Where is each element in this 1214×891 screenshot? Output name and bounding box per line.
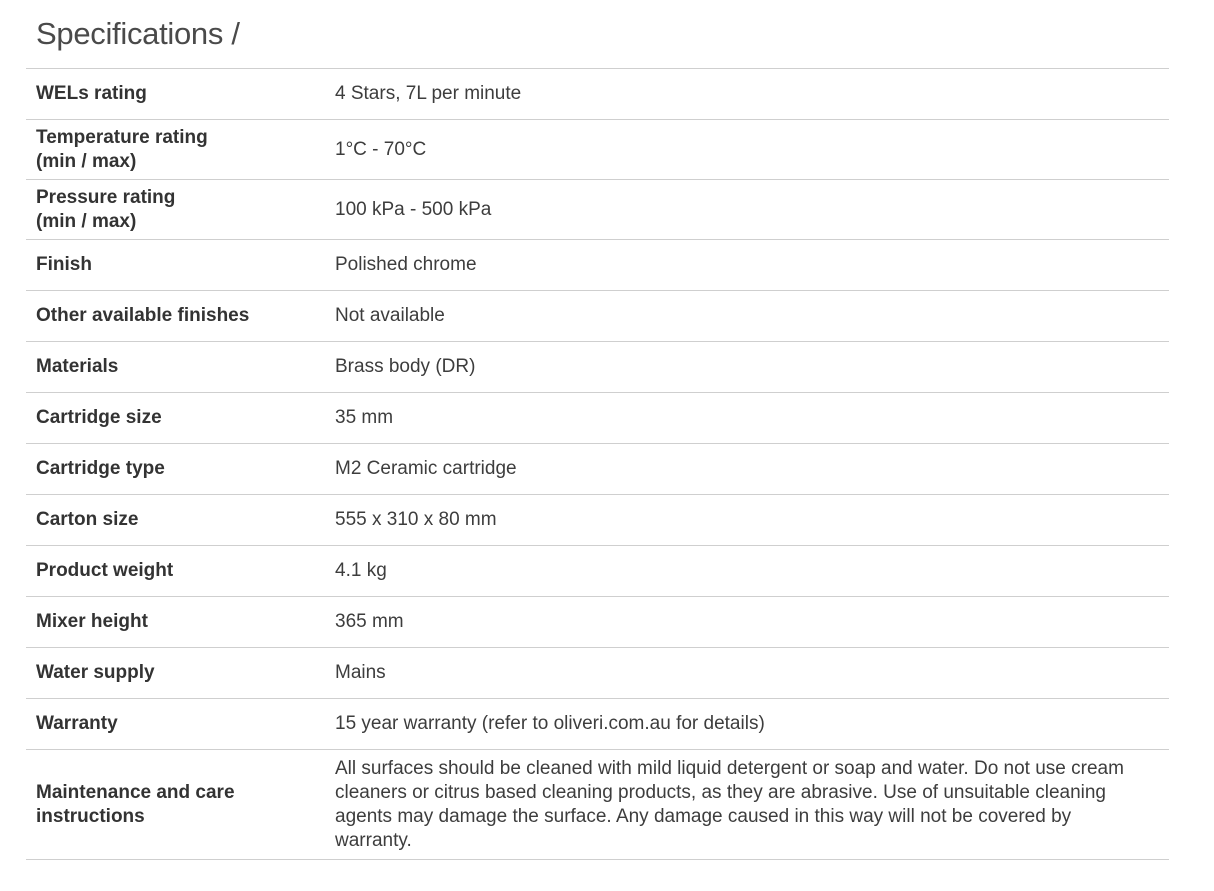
spec-label: Carton size bbox=[26, 495, 335, 546]
table-row bbox=[26, 597, 1169, 648]
spec-label-line: Pressure rating bbox=[36, 186, 176, 208]
table-row bbox=[26, 699, 1169, 750]
table-row bbox=[26, 180, 1169, 240]
spec-value: 4.1 kg bbox=[335, 546, 1169, 597]
spec-label bbox=[26, 180, 335, 240]
spec-label: Warranty bbox=[26, 699, 335, 750]
table-row bbox=[26, 69, 1169, 120]
spec-value: 4 Stars, 7L per minute bbox=[335, 69, 1169, 120]
table-row bbox=[26, 546, 1169, 597]
table-row bbox=[26, 648, 1169, 699]
spec-label: Mixer height bbox=[26, 597, 335, 648]
spec-label: Materials bbox=[26, 342, 335, 393]
spec-label-line: (min / max) bbox=[36, 210, 137, 232]
spec-value: Mains bbox=[335, 648, 1169, 699]
page-title: Specifications / bbox=[36, 16, 240, 51]
spec-label-line: Temperature rating bbox=[36, 126, 208, 148]
spec-value: Not available bbox=[335, 291, 1169, 342]
spec-label bbox=[26, 120, 335, 180]
table-row bbox=[26, 291, 1169, 342]
spec-value: 555 x 310 x 80 mm bbox=[335, 495, 1169, 546]
spec-value: M2 Ceramic cartridge bbox=[335, 444, 1169, 495]
spec-value: Polished chrome bbox=[335, 240, 1169, 291]
spec-label: WELs rating bbox=[26, 69, 335, 120]
spec-label-line: (min / max) bbox=[36, 150, 137, 172]
spec-label: Finish bbox=[26, 240, 335, 291]
table-row bbox=[26, 342, 1169, 393]
spec-label: Cartridge type bbox=[26, 444, 335, 495]
spec-label: Other available finishes bbox=[26, 291, 335, 342]
table-row bbox=[26, 750, 1169, 860]
spec-value: 35 mm bbox=[335, 393, 1169, 444]
table-row bbox=[26, 120, 1169, 180]
spec-value: 365 mm bbox=[335, 597, 1169, 648]
spec-value: All surfaces should be cleaned with mild liquid detergent or soap and water. Do not use cream cleaners or citrus based cleaning products, as they are abrasive. Use of unsuitable cleaning agents may damage the surface. Any damage caused in this way will not be covered by warranty. bbox=[335, 750, 1169, 860]
table-row bbox=[26, 240, 1169, 291]
table-row bbox=[26, 495, 1169, 546]
spec-label: Water supply bbox=[26, 648, 335, 699]
specifications-table bbox=[26, 68, 1169, 860]
spec-label: Product weight bbox=[26, 546, 335, 597]
spec-value: 15 year warranty (refer to oliveri.com.au for details) bbox=[335, 699, 1169, 750]
spec-label: Cartridge size bbox=[26, 393, 335, 444]
table-row bbox=[26, 393, 1169, 444]
table-row bbox=[26, 444, 1169, 495]
spec-label: Maintenance and care instructions bbox=[26, 750, 335, 860]
spec-value: 1°C - 70°C bbox=[335, 120, 1169, 180]
spec-value: 100 kPa - 500 kPa bbox=[335, 180, 1169, 240]
spec-value: Brass body (DR) bbox=[335, 342, 1169, 393]
